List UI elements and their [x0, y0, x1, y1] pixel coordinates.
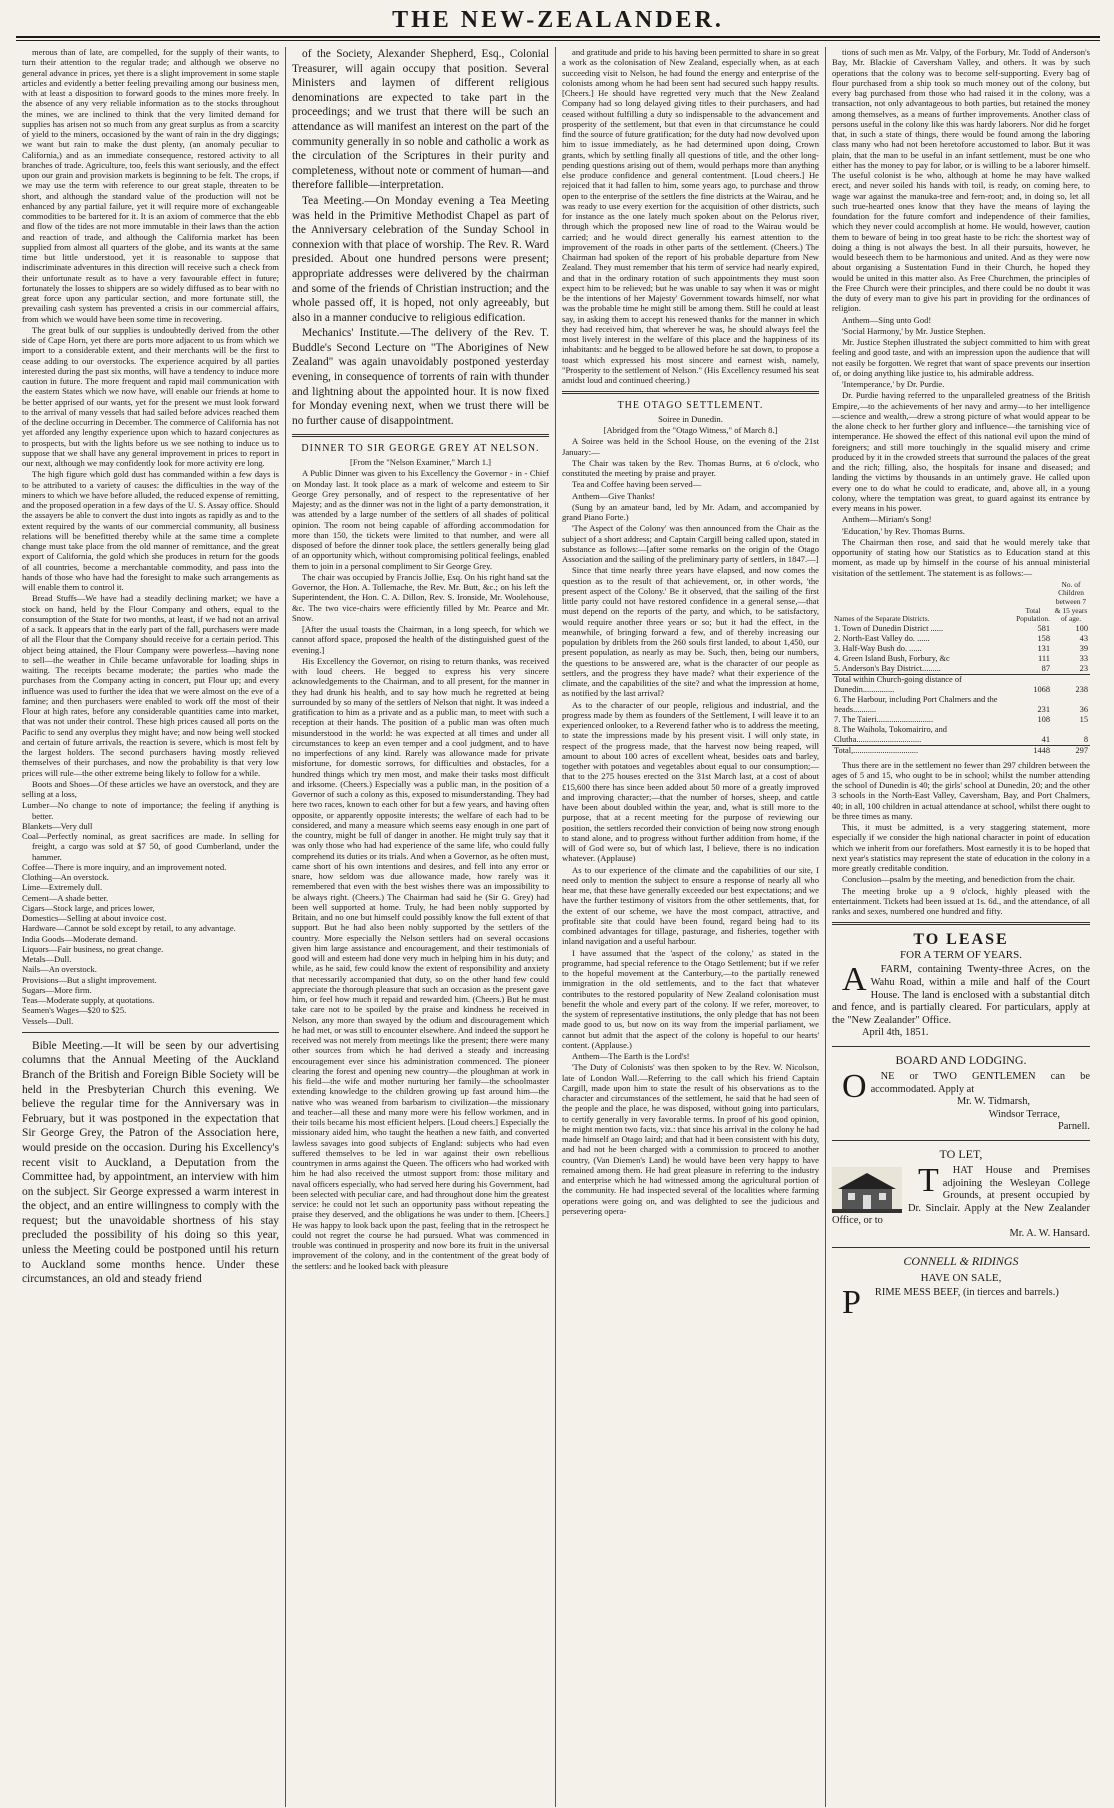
article-paragraph: 'Social Harmony,' by Mr. Justice Stephen.: [842, 325, 986, 336]
market-item: Provisions—But a slight improvement.: [22, 974, 157, 985]
district-name: Total within Church-going distance of Dunedin...............: [832, 674, 1014, 695]
anthem-line: Anthem—Miriam's Song!: [842, 514, 932, 525]
table-row: [832, 695, 1090, 715]
column-4: [826, 47, 1096, 1807]
total-population: 581: [1037, 623, 1050, 633]
district-name: 8. The Waihola, Tokomairiro, and Clutha...............................: [834, 724, 947, 744]
article-paragraph: The chair was occupied by Francis Jollie, Esq. On his right hand sat the Governor, the Hon. A. Tollemache, the Rev. Mr. Butt, &c.; on his left the Superintendent, the Hon. C. A. Dillon, Rev. S. Ironside, Mr. Woolehouse, &c. The two vice-chairs were efficiently filled by Mr. Pearce and Mr. Snow.: [292, 571, 549, 623]
article-paragraph: Boots and Shoes—Of these articles we have an overstock, and they are selling at a loss,: [22, 778, 279, 799]
article-paragraph: The Chairman then rose, and said that he would merely take that opportunity of stating how our Statistics as to Education stand at this moment, as made up by himself in the course of his annual ministerial visitation of the settlement. The statement is as follows:—: [832, 536, 1090, 578]
district-name: 1. Town of Dunedin District ......: [834, 623, 944, 633]
total-population: 41: [1041, 734, 1050, 744]
house-illustration-icon: [832, 1167, 902, 1213]
district-name: 2. North-East Valley do. ......: [834, 633, 930, 643]
article-paragraph: (Sung by an amateur band, led by Mr. Adam, and accompanied by grand Piano Forte.): [562, 501, 819, 522]
column-header-total: Total Population.: [1016, 605, 1050, 624]
advert-body: [832, 961, 1090, 1027]
children-count: 297: [1052, 745, 1090, 756]
market-item: Sugars—More firm.: [22, 984, 92, 995]
article-paragraph: A Soiree was held in the School House, on the evening of the 21st January:—: [562, 436, 819, 457]
advert-text: RIME MESS BEEF, (in tierces and barrels.): [874, 1286, 1059, 1298]
anthem-line: Anthem—Sing unto God!: [842, 314, 932, 325]
market-item: Teas—Moderate supply, at quotations.: [22, 995, 155, 1005]
district-name: Total,...............................: [832, 745, 1014, 756]
dinner-heading: DINNER TO SIR GEORGE GREY AT NELSON.: [301, 443, 540, 455]
table-header-row: [832, 581, 1090, 624]
article-paragraph: Dr. Purdie having referred to the unparalleled greatness of the British Empire,—to the achievements of her navy and army—to her intelligence—science and wealth,—drew a strong picture of what would appear to be the alone check to her further glory and influence—the tarnishing vice of intemperance. He showed the effect of this national evil upon the mind of foreigners; and still more touchingly in the squalid misery and crime produced by it in the crowded streets that surround the palaces of the great and the rich; filling, also, the hospitals for insane and diseased; and landing the victims by thousands in an untimely grave. He called upon every one to do what he could to eradicate, and, above all, in a young colony, where the temptation was great, to guard against its entrance by every means in his power.: [832, 390, 1090, 513]
district-name: 3. Half-Way Bush do. ......: [834, 643, 922, 653]
article-paragraph: and gratitude and pride to his having been permitted to share in so great a work as the colonisation of New Zealand, especially when, as at each succeeding visit to Nelson, he had found the energy and enterprise of the colonists among whom he had been sent had secured such happy results. [Cheers.] He should have regretted very much that the New Zealand Company had so long delayed giving titles to their purchasers, and had ceased without fulfilling a duty so indispensable to the advancement and prosperity of the settlement, but that even in that circumstance he could find the source of future gratification; for the duty had now devolved upon him to issue immediately, as he had determined upon doing, Crown grants, which by settling finally all questions of title, and the other long-pending questions arising out of them, would perhaps more than anything else produce confidence and general contentment. [Loud cheers.] He rejoiced that it had fallen to him, some years ago, to purchase and throw open to the enterprise of the settlers the fine districts at the Wairau, and he was ready to use every exertion for the acquisition of other districts, such for instance as the one lately much spoken about on the Pelorus river, through which the proposed new line of road to the Wairau would be carried; and he would direct generally his earnest attention to the improvement of the roads in other parts of the settlement. (Cheers.) The Chairman had spoken of the report of his probable departure from New Zealand. They must remember that his term of service had nearly expired, and that in the ordinary rotation of such appointments they must soon expect him to be relieved; but he was unable to say when it was or might be the intentions of her Majesty' Government towards himself, nor what was the probable time he might still be among them. Still he could at least say, in asking them to accept his renewed thanks for the manner in which they had received him, that wherever he was, he should always feel the most lively interest in the welfare of this place and the happiness of its inhabitants: and he begged to be allowed before he sat down, to propose a toast which expressed his most sincere and earnest wish, namely, "Prosperity to the settlement of Nelson." (His Excellency resumed his seat amidst loud and continued cheering.): [562, 47, 819, 385]
article-paragraph: 'Intemperance,' by Dr. Purdie.: [842, 379, 945, 389]
article-paragraph: 'The Duty of Colonists' was then spoken to by the Rev. W. Nicolson, late of London Wall.—Referring to the call which his friend Captain Cargill, made upon him to state the result of his observations as to the character and circumstances of the settlement, he said that he had seen of the people and the place, he was disposed, without going into particulars, to certify generally in very favorable terms. In proof of his good opinion, he might mention two facts, viz.: that since his arrival in the colony he had made himself an Otago laird; and that had it been consistent with his duty, and had not he been charged with a commission to proceed to another country, (Van Diemen's Land) he would have been very happy to have remained among them. He had great pleasure in referring to the industry and enterprise which he had witnessed among the agricultural portion of the community. He had inspected several of the localities where farming operations were going on, and was delighted to see the judicious and persevering opera-: [562, 1062, 819, 1216]
advert-title: TO LEASE: [913, 931, 1009, 949]
article-paragraph: Conclusion—psalm by the meeting, and benediction from the chair.: [842, 874, 1075, 885]
advert-title: CONNELL & RIDINGS: [903, 1253, 1019, 1268]
article-paragraph: merous than of late, are compelled, for the supply of their wants, to turn their attention to the regular trade; and although we observe no general advance in prices, yet there is a slight improvement in some staple articles and evidently a better feeling prevailing among our business men, with at least a disposition to forward goods to the mines more freely. In the absence of any very reliable information as to the stocks throughout the mines, we are inclined to think that the very limited demand for supplies has arisen not so much from any great surplus as from a scarcity of yield to the miners, occasioned by the want of rain in the dry diggings; we want but rain to make the dust plenty, (an anomaly peculiar to California,) and as an immediate consequence, restored activity to all branches of trade. Agriculture, too, feels this want seriously, and the effect upon our grain and provision markets is beginning to be felt. The crops, if we may use the term with reference to our great staple, threaten to be short, and although the standard value of the production will not be enhanced by any partial failure, yet it will require more of exchangeable commodities to be bartered for it. It is an axiom of commerce that the ebb and flow of the tides are not more immutable in their laws than the action and reaction of trade, and although the California market has been supplied from almost all quarters of the globe, and its wants at the same time but little understood, yet it is reasonable to suppose that indiscriminate adventures in this direction will receive such a check from their unfortunate result as to have a very favourable effect in future; fortunately the losses to shippers are so widely diffused as to bear with no great force upon any particular section, and more fortunate still, the prevailing cash system has prevented a crisis in our commercial affairs, from which we would have been some time in recovering.: [22, 47, 279, 324]
article-paragraph: The great bulk of our supplies is undoubtedly derived from the other side of Cape Horn, yet there are ports more adjacent to us from which we import to a considerable extent, and their merchants will be the first to cease adding to our overstocks. The experience acquired by all parties interested during the past six months, will have a tendency to induce more caution in future. The more frequent and rapid mail communication with the eastern States which we now have, will enable our friends at home to be better apprised of our wants, yet for the present we must look forward to the arrival of many vessels that had sailed before advices reached them of the decline occurring in December. The commerce of California has not yet afforded any lengthy experience upon which to hazard conjectures as to prospects, but with the lights before us we see nothing to induce us to suppose that we shall have any general improvement in prices to report in our next, although we may confidently look for more activity ere long.: [22, 324, 279, 468]
market-item: India Goods—Moderate demand.: [22, 933, 138, 944]
drop-cap: A: [842, 961, 867, 999]
children-count: 23: [1079, 663, 1088, 673]
section-rule: [832, 1247, 1090, 1248]
children-count: 100: [1075, 623, 1088, 633]
section-rule: [832, 922, 1090, 925]
advert-address: Windsor Terrace,: [988, 1108, 1060, 1120]
advert-body: [832, 1283, 1090, 1321]
children-count: 39: [1079, 643, 1088, 653]
district-name: 4. Green Island Bush, Forbury, &c: [834, 653, 950, 663]
masthead-rule: [16, 40, 1100, 41]
children-count: 15: [1079, 714, 1088, 724]
advert-subtitle: HAVE ON SALE,: [920, 1271, 1002, 1284]
section-rule: [832, 1046, 1090, 1047]
advert-date: April 4th, 1851.: [862, 1027, 929, 1039]
total-population: 87: [1041, 663, 1050, 673]
article-paragraph: 'The Aspect of the Colony' was then announced from the Chair as the subject of a short address; and Captain Cargill being called upon, stated in substance as follows:—[after some remarks on the origin of the Otago Association and the sailing of the preliminary party of settlers, in 1847.—]: [562, 523, 819, 564]
total-population: 231: [1037, 704, 1050, 714]
article-paragraph: 'Education,' by Rev. Thomas Burns.: [842, 525, 965, 536]
table-row: [832, 725, 1090, 746]
market-item: Hardware—Cannot be sold except by retail, to any advantage.: [22, 923, 236, 934]
drop-cap: O: [842, 1068, 867, 1106]
market-item: Blankets—Very dull: [22, 820, 93, 831]
total-population: 108: [1037, 714, 1050, 724]
table-row: [832, 634, 1090, 644]
children-count: 36: [1079, 704, 1088, 714]
advert-address: Mr. A. W. Hansard.: [1009, 1227, 1090, 1239]
article-paragraph: A Public Dinner was given to his Excellency the Governor - in - Chief on Monday last. It took place as a mark of welcome and esteem to Sir George Grey personally, and of respect to the representative of her Majesty; and as the dinner was not in the light of a party demonstration, it was attended by a large number of the settlers of all shades of political opinion. The room not being capable of affording accommodation for more than 150, the tickets were limited to that number, and were all disposed of before the dinner took place, the settlers generally being glad of an opportunity which, without compromising political feelings, enabled them to join in a personal compliment to Sir George Grey.: [292, 468, 549, 571]
advert-text: HAT House and Premises adjoining the Wesleyan College Grounds, at present occupied by Dr. Sinclair. Apply at the New Zealander Office, or to: [832, 1165, 1090, 1227]
market-item: Lumber—No change to note of importance; the feeling if anything is better.: [22, 800, 279, 821]
market-item: Metals—Dull.: [22, 954, 72, 964]
advert-address: Parnell.: [1057, 1121, 1090, 1133]
table-subtotal-row: [832, 674, 1090, 695]
district-name: 7. The Taieri...........................: [834, 714, 934, 724]
article-paragraph: Mechanics' Institute.—The delivery of the Rev. T. Buddle's Second Lecture on "The Aborigines of New Zealand" was again unavoidably postponed yesterday evening, in consequence of torrents of rain with thunder and lightning about the appointed hour. It is now fixed for Monday evening next, when we trust there will be no further cause of disappointment.: [292, 327, 549, 427]
market-item: Seamen's Wages—$20 to $25.: [22, 1005, 127, 1016]
table-row: [832, 715, 1090, 725]
market-list: [22, 800, 279, 1026]
market-item: Nails—An overstock.: [22, 964, 97, 975]
advert-to-lease: [832, 931, 1090, 1040]
children-count: 238: [1052, 674, 1090, 695]
column-1: [16, 47, 286, 1807]
table-total-row: [832, 745, 1090, 756]
advert-subtitle: FOR A TERM OF YEARS.: [900, 949, 1022, 962]
total-population: 1448: [1014, 745, 1052, 756]
columns: [16, 47, 1100, 1807]
market-item: Vessels—Dull.: [22, 1015, 74, 1026]
market-item: Clothing—An overstock.: [22, 872, 109, 882]
advert-text: NE or TWO GENTLEMEN can be accommodated. Apply at: [870, 1071, 1090, 1095]
district-name: 5. Anderson's Bay District.........: [834, 663, 941, 673]
drop-cap: T: [918, 1162, 939, 1199]
total-population: 131: [1037, 643, 1050, 653]
table-row: [832, 644, 1090, 654]
article-paragraph: Mr. Justice Stephen illustrated the subject committed to him with great feeling and good taste, and with an impression upon the audience that will not easily be forgotten. We regret that want of space prevents our insertion of, or doing anything like justice to, his admirable address.: [832, 337, 1090, 378]
column-2: [286, 47, 556, 1807]
article-paragraph: Since that time nearly three years have elapsed, and now comes the question as to the result of that achievement, or, in other words, 'the present aspect of the Colony.' Be it observed, that the sailing of the first little party could not have restored confidence in a general sense,—that must depend on the reports of the party, and which, to be satisfactory, would require another three years or so; but it had the effect, in the meanwhile, of bringing forward a few, and of thereby increasing our population by driblets from the 260 souls first landed, to about 1,450, our present population, as nearly as may be. Such, then, being our numbers, the questions to be answered are, what is the character of our people as settlers, and the progress they have made? what their experience of the climate, and the capabilities of the site? and what the impression at home, as notified by the last arrival?: [562, 565, 819, 699]
article-paragraph: Bread Stuffs—We have had a steadily declining market; we have a stock on hand, held by the Flour Company and others, equal to the consumption of the State for two months, at least, if we had not an arrival of a sack. It appears that in the early part of the fall, purchasers were made of all the Flour that the Company should receive for a certain period. This object being attained, the Flour Company were powerless—having none to sell—the weather in Chile became unfavorable for loading ships in waiting. The receipts became moderate; the parties who made the purchases from the Company acting in concert, put Flour up; and every influence was used to further the idea that we were almost on the eve of a famine; and then purchasers were enabled to work off the most of their Flour at high rates, before any considerable quantities came into market, that was not under their control. These high prices caused all ports on the Pacific to send any overplus they might have; and now being well stocked and certain of future arrivals, the reaction is severe, which is most felt by the largest holders. The second purchasers having mostly relieved themselves of their purchases, and now the probability is that very low prices will rule—the other extreme being likely to follow for a while.: [22, 593, 279, 778]
column-header-districts: Names of the Separate Districts.: [834, 614, 930, 624]
advert-title: BOARD AND LODGING.: [895, 1053, 1027, 1068]
education-statistics-table: [832, 581, 1090, 756]
advert-title: TO LET,: [939, 1147, 983, 1161]
section-rule: [292, 434, 549, 437]
section-rule: [562, 391, 819, 394]
article-paragraph: This, it must be admitted, is a very staggering statement, more especially if we consider the high national character in point of education which we inherit from our forefathers. Most earnestly it is to be hoped that next year's statistics may represent the state of education in the colony in a more greatly creditable condition.: [832, 822, 1090, 874]
masthead-title: THE NEW-ZEALANDER.: [16, 6, 1100, 38]
table-row: [832, 654, 1090, 664]
total-population: 1068: [1014, 674, 1052, 695]
market-item: Domestics—Selling at about invoice cost.: [22, 913, 167, 923]
section-rule: [832, 1140, 1090, 1141]
column-header-children: No. of Children between 7 & 15 years of age.: [1054, 579, 1088, 624]
market-item: Cement—A shade better.: [22, 892, 109, 903]
article-paragraph: of the Society, Alexander Shepherd, Esq., Colonial Treasurer, will again occupy that position. Several Ministers and laymen of different religious denominations are expected to take part in the proceedings; and we trust that there will be such an attendance as will manifest an interest on the part of the community generally in so noble and catholic a work as the circulation of the Scriptures in their purity and completeness, without note or comment of human—and therefore fallible—interpretation.: [292, 48, 549, 192]
total-population: 158: [1037, 633, 1050, 643]
market-item: Coal—Perfectly nominal, as great sacrifices are made. In selling for freight, a cargo was sold at $7 50, of good Cumberland, under the hammer.: [22, 831, 279, 862]
market-item: Coffee—There is more inquiry, and an improvement noted.: [22, 861, 227, 872]
children-count: 8: [1083, 734, 1088, 744]
advert-text: FARM, containing Twenty-three Acres, on the Wahu Road, within a mile and half of the Court House. The land is enclosed with a substantial ditch and fence, and is partially cleared. For particulars, apply at the "New Zealander" Office.: [832, 964, 1090, 1026]
market-item: Cigars—Stock large, and prices lower,: [22, 902, 155, 913]
section-rule: [22, 1032, 279, 1033]
advert-connell-ridings: [832, 1253, 1090, 1321]
article-paragraph: As to the character of our people, religious and industrial, and the progress made by them as founders of the Settlement, I will leave it to an experienced onlooker, to a Reverend father who is to address the meeting, to state the impressions made by his present visit. I will only state, in respect of the progress made, that the harvest now being reaped, will amount to about 100 acres of excellent wheat, besides oats and barley, together with potatoes and vegetables about equal to our consumption;—that to the 275 houses erected on the 31st March last, at a cost of about £15,600 there has since been added about 50 more of a greatly improved and improving character;—that the number of horses, sheep, and cattle have been about doubled within the year, and, what is still more to the purpose, that at a recent meeting for the purpose of reviewing our position, the settlers recorded their conviction of being now strong enough to stand alone, and to progress without further addition from home, if the will of God were so, but of which last, I believe, there is no indication whatever. (Applause): [562, 699, 819, 864]
otago-subheading: Soiree in Dunedin.: [658, 414, 723, 425]
article-paragraph: The Chair was taken by the Rev. Thomas Burns, at 6 o'clock, who constituted the meeting by praise and prayer.: [562, 457, 819, 478]
article-paragraph: tions of such men as Mr. Valpy, of the Forbury, Mr. Todd of Anderson's Bay, Mr. Blackie of Caversham Valley, and others. It was by such operations that the colony was to become self-supporting. Every bag of flour purchased from a ship took so much money out of the colony, but every bag purchased from those who had raised it in the colony, was a transaction, not only advantageous to both parties, but retained the money among themselves, as a means of further improvements. Another class of persons useful in the colony like this was hardy laborers. Nor did he forget that, in such a state of things, there would be found among the laboring class many who had not been heretofore accustomed to labor. But it was plain, that the man to be useful in an infant settlement, must be one who either has the money to pay for labor, or is willing to be a laborer himself. The useful colonist is he who, although at home he may have walked erect, and never soiled his hands with toil, is ready, on coming here, to wage war against the manuka-tree and fern-root; and, in doing so, let all such true-hearted ones know that they have the means of laying the foundation for the future comfort and independence of their families, which they never could accomplish at home. He would, however, caution them to beware of being in too great haste to be rich: the shortest way of doing a thing is not always the best. In all their pursuits, however, he would beseech them to be harmonious and united. And as they were now about organising a Sustentation Fund in their Church, he hoped they would be united in this matter also. As Free Churchmen, the principles of the Free Church were their principles, and there could be no doubt it was the duty of every man to give his part in providing for the ordinances of religion.: [832, 47, 1090, 314]
article-paragraph: [After the usual toasts the Chairman, in a long speech, for which we cannot afford space, proposed the health of the distinguished guest of the evening.]: [292, 624, 549, 655]
advert-address: Mr. W. Tidmarsh,: [956, 1096, 1030, 1108]
article-paragraph: His Excellency the Governor, on rising to return thanks, was received with loud cheers. He begged to express his very sincere acknowledgements to the Chairman, and to all present, for the manner in they had drunk his health, and to say how much he regretted at being surrounded by so many of the settlers of Nelson that night. It was indeed a gratification to him as a private and as a public man, to meet with such a reception at their hands. The position of a public man was often much misunderstood in the world: he was expected at all times and under all circumstances to keep an even temper and a cool judgment, and to have no imperfections of any kind. Rarely was allowance made for private misfortune, for domestic sorrows, for difficulties and obstacles, for a hundred things which try men most, and make their tasks most difficult and irksome. (Cheers.) Especially was a public man, in the position of a Governor of such a colony as this, exposed to misunderstanding. They had here two races, known to each other for but a few years, and having often opposite, or apparently opposite interests; the welfare of each had to be considered, and many a measure which seems easy enough in one part of the country, might be full of danger in another. He might truly say that it was only those who had had experience of the same life, who could fully comprehend its duties or its trials. And when a Governor, as he often must, came short of his own intentions and desires, and fell into any error or snare, how seldom was due allowance made, how rarely was it remembered that even with the best wishes there was an impossibility to be always right. (Cheers.) The Chairman had said he (Sir G. Grey) had been well supported at home. Truly, he had been nobly supported by Britain, and no one but himself could possibly know the full extent of that support. But he had also been nobly supported by the settlers of the country. More especially the Nelson settlers had on several occasions given him large assistance and encouragement, and their testimonials of good will and esteem had done very much in helping him in his duty; and while, as he said, few could know the extent of responsibility and anxiety that necessarily accompanied that duty, so on the other hand few could appreciate the thorough pleasure that such an occasion as the present gave him, or feel how much it repaid and rewarded him. (Cheers.) But he must take care not to be spoiled by the praise and kindness he received in Nelson, any more than swayed by the odium and discouragement which he had met, or was still to encounter elsewhere. And indeed the support he received was not merely from meetings like the present; there were many other sources from which he had derived a steady and increasing encouragement ever since his administration commenced. The pioneer clearing the forest and opening new country—the ploughman at work in his field—the wife and mother nurturing her family—the schoolmaster extending knowledge to the children growing up fast around him—the native who was weaned from barbarism to civilization—the missionary and teacher—all these and many more were his fellow workmen, and in their toils became his most efficient helpers. [Loud cheers.] Especially the missionary aided him, who taught the heathen a new faith, and converted lawless savages into good subjects of England: subjects who had even suffered themselves to be led in war against their own rebellious countrymen in arms against the Queen. The officers who had worked with him he had also received the utmost support from: those military and naval officers especially, who had served here during his Government, had been selected with peculiar care, and had throughout done him the greatest service: he could not let such an opportunity pass without repeating the praise they deserved, and the obligations he was under to them. [Cheers.] He was happy to look back upon the past, feeling that in the retrospect he could not regret the course he had pursued. What was commenced in trouble was continued in prosperity and now bore its fruit in the universal improvement of the colony, and in the contentment of the great body of the settlers: and he looked back with pleasure: [292, 655, 549, 1271]
children-count: 33: [1079, 653, 1088, 663]
advert-board-lodging: [832, 1053, 1090, 1134]
table-row: [832, 664, 1090, 675]
article-paragraph: Tea and Coffee having been served—: [572, 479, 702, 490]
total-population: 111: [1038, 653, 1050, 663]
advert-to-let: [832, 1147, 1090, 1241]
anthem-line: Anthem—Give Thanks!: [572, 490, 656, 501]
dinner-source: [From the "Nelson Examiner," March 1.]: [349, 457, 492, 468]
district-name: 6. The Harbour, including Port Chalmers and the heads...........: [834, 694, 998, 714]
article-paragraph: Thus there are in the settlement no fewer than 297 children between the ages of 5 and 15, who ought to be in school; whilst the number attending the school of Dunedin is 40; the girls' school at Dunedin, 20; and the other 3 schools in the North-East Valley, Caversham, Bay, and Port Chalmers, 40; in all, 100 children in actual attendance at school, whilst there ought to be three times as many.: [832, 759, 1090, 821]
market-item: Lime—Extremely dull.: [22, 882, 103, 893]
article-paragraph: I have assumed that the 'aspect of the colony,' as stated in the programme, had special reference to the Otago Settlement; but if we refer to the hopeful movement at the Canterbury,—to the partially renewed immigration in the old settlements, and to the fact that whatever contributes to the restored popularity of New Zealand colonisation must benefit the whole and every part of the colony. If we refer, moreover, to the system of representative institutions, the only pledge that has not been made good to us, but now on its way from the imperial parliament, we cannot but admit that the aspect of the colony is hopeful to our hearts' content. (Applause.): [562, 947, 819, 1050]
bible-meeting-paragraph: Bible Meeting.—It will be seen by our advertising columns that the Annual Meeting of the Auckland Branch of the British and Foreign Bible Society will be held in the Presbyterian Church this evening. We believe the regular time for the Anniversary was in February, but it was postponed in the expectation that Sir George Grey, the Patron of the Association here, would preside on the occasion. During his Excellency's recent visit to Auckland, a Deputation from the Committee had, by appointment, an interview with him on the subject. Sir George expressed a warm interest in the object, and an entire willingness to comply with the request; but the unavoidable shortness of his stay precluded the possibility of his doing so this year, unless the Meeting could be postponed until his return to Auckland some months hence. Under these circumstances, an old and steady friend: [22, 1039, 279, 1286]
drop-cap: P: [842, 1283, 861, 1321]
article-paragraph: The high figure which gold dust has commanded within a few days is to be attributed to a variety of causes: the difficulties in the way of the miners to which we have before alluded, the reduced expense of remitting, and the proposed operation in a few days of the U. S. Assay office. Should the assayers be able to convert the dust into ingots as rapidly as and to the extent required by the wants of our commercial community, all business relations will be benefitted thereby while at the same time a complete change must take place from the old manner of remittance, and the great export of California, the gold which she produces in return for the goods of all countries, become a merchantable commodity, and pass into the hands of those who have had the foresight to make such arrangements as will enable them to control it.: [22, 469, 279, 592]
article-paragraph: As to our experience of the climate and the capabilities of our site, I need only to mention the subject to ensure a response of nearly all who hear me, that these have generally exceeded our best expectations; and we have the further testimony of visitors from the other settlements, that, for the extent of our scheme, we have the most compact, attractive, and profitable site that could have been found, regard being had to its combined advantages for tillage, pasturage, and fisheries, together with inland navigation and a useful harbour.: [562, 864, 819, 947]
table-row: [832, 624, 1090, 634]
article-paragraph: Tea Meeting.—On Monday evening a Tea Meeting was held in the Primitive Methodist Chapel as part of the Anniversary celebration of the Sunday School in connexion with that place of worship. The Rev. R. Ward presided. About one hundred persons were present; appropriate addresses were delivered by the chairman and some of the friends of Christian instruction; and the whole passed off, it is hoped, not only agreeably, but also in a manner conducive to religious edification.: [292, 194, 549, 324]
anthem-line: Anthem—The Earth is the Lord's!: [572, 1051, 690, 1061]
column-3: [556, 47, 826, 1807]
market-item: Liquors—Fair business, no great change.: [22, 943, 164, 954]
children-count: 43: [1079, 633, 1088, 643]
article-paragraph: The meeting broke up a 9 o'clock, highly pleased with the entertainment. Tickets had been issued at 1s. 6d., and the attendance, of all ranks and sexes, numbered one hundred and fifty.: [832, 885, 1090, 917]
otago-heading: THE OTAGO SETTLEMENT.: [617, 400, 764, 412]
otago-source: [Abridged from the "Otago Witness," of March 8.]: [603, 425, 778, 436]
